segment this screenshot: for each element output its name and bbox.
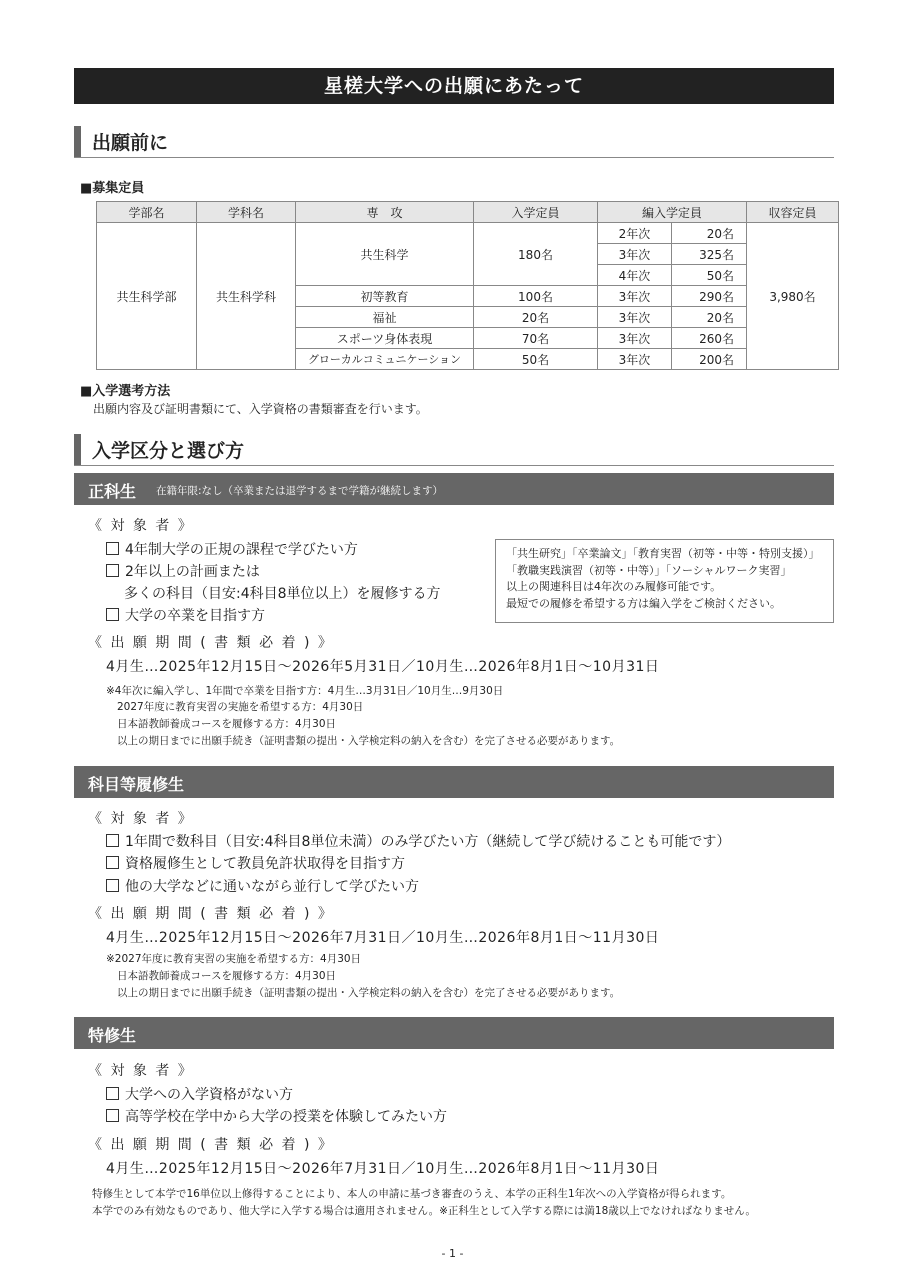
checkbox-icon [106, 564, 119, 577]
period-note: ※4年次に編入学し、1年間で卒業を目指す方：4月生…3月31日／10月生…9月30日 [106, 685, 504, 697]
list-item: 2年以上の計画または [106, 561, 260, 581]
section-heading-text: 出願前に [92, 132, 169, 154]
table-header-row [97, 202, 839, 223]
heading-accent [74, 126, 81, 157]
page-number: - 1 - [441, 1247, 464, 1260]
list-item: 他の大学などに通いながら並行して学びたい方 [106, 876, 419, 896]
target-label: 《 対 象 者 》 [88, 1063, 194, 1079]
transfer-year-cell: 3年次 [598, 286, 672, 307]
application-period: 4月生…2025年12月15日〜2026年5月31日／10月生…2026年8月1日〜10月31日 [106, 659, 660, 675]
major-cell: 初等教育 [296, 286, 474, 307]
senko-heading: ■入学選考方法 [80, 384, 171, 399]
period-label: 《 出 願 期 間 ( 書 類 必 着 ) 》 [88, 635, 334, 651]
faculty-cell: 共生科学部 [97, 223, 197, 370]
application-period: 4月生…2025年12月15日〜2026年7月31日／10月生…2026年8月1日〜11月30日 [106, 930, 660, 946]
list-item-continuation: 多くの科目（目安:4科目8単位以上）を履修する方 [124, 586, 441, 602]
period-note: 日本語教師養成コースを履修する方：4月30日 [117, 970, 337, 982]
checkbox-icon [106, 1109, 119, 1122]
transfer-count-cell: 20名 [672, 307, 747, 328]
heading-accent [74, 434, 81, 465]
period-label: 《 出 願 期 間 ( 書 類 必 着 ) 》 [88, 1137, 334, 1153]
admission-cell: 180名 [474, 223, 598, 286]
target-label: 《 対 象 者 》 [88, 518, 194, 534]
checkbox-icon [106, 542, 119, 555]
total-cell: 3,980名 [747, 223, 839, 370]
capacity-table [96, 201, 839, 370]
major-cell: スポーツ身体表現 [296, 328, 474, 349]
list-item: 高等学校在学中から大学の授業を体験してみたい方 [106, 1106, 447, 1126]
period-note: 日本語教師養成コースを履修する方：4月30日 [117, 718, 337, 730]
list-item: 大学の卒業を目指す方 [106, 605, 265, 625]
band-seika [74, 473, 834, 505]
note-line: 「教職実践演習（初等・中等）」「ソーシャルワーク実習」 [506, 563, 792, 577]
section-heading-text: 入学区分と選び方 [92, 440, 245, 462]
band-label: 正科生 [88, 482, 137, 501]
senko-text: 出願内容及び証明書類にて、入学資格の書類審査を行います。 [93, 402, 428, 416]
list-item: 4年制大学の正規の課程で学びたい方 [106, 539, 358, 559]
transfer-count-cell: 20名 [672, 223, 747, 244]
section-heading-kubun [74, 434, 834, 466]
admission-cell: 20名 [474, 307, 598, 328]
checkbox-icon [106, 608, 119, 621]
checkbox-icon [106, 879, 119, 892]
transfer-count-cell: 260名 [672, 328, 747, 349]
period-note: 以上の期日までに出願手続き（証明書類の提出・入学検定料の納入を含む）を完了させる必要があります。 [117, 735, 621, 747]
transfer-count-cell: 50名 [672, 265, 747, 286]
period-note: 2027年度に教育実習の実施を希望する方：4月30日 [117, 701, 364, 713]
band-label: 特修生 [88, 1026, 137, 1045]
major-cell: 共生科学 [296, 223, 474, 286]
list-item: 大学への入学資格がない方 [106, 1084, 293, 1104]
checkbox-icon [106, 834, 119, 847]
major-cell: グローカルコミュニケーション [296, 349, 474, 370]
table-header: 専 攻 [296, 202, 474, 223]
transfer-year-cell: 4年次 [598, 265, 672, 286]
boshu-heading: ■募集定員 [80, 181, 145, 196]
list-item: 1年間で数科目（目安:4科目8単位未満）のみ学びたい方（継続して学び続けることも可能です） [106, 831, 730, 851]
table-row [97, 223, 839, 244]
section-heading-before [74, 126, 834, 158]
target-label: 《 対 象 者 》 [88, 811, 194, 827]
table-header: 学科名 [197, 202, 296, 223]
band-subtext: 在籍年限:なし（卒業または退学するまで学籍が継続します） [156, 485, 444, 497]
transfer-year-cell: 3年次 [598, 244, 672, 265]
transfer-count-cell: 290名 [672, 286, 747, 307]
application-period: 4月生…2025年12月15日〜2026年7月31日／10月生…2026年8月1日〜11月30日 [106, 1161, 660, 1177]
period-label: 《 出 願 期 間 ( 書 類 必 着 ) 》 [88, 906, 334, 922]
department-cell: 共生科学科 [197, 223, 296, 370]
subject-note-box [495, 539, 834, 623]
note-line: 最短での履修を希望する方は編入学をご検討ください。 [506, 596, 781, 610]
period-note: ※2027年度に教育実習の実施を希望する方：4月30日 [106, 953, 362, 965]
transfer-year-cell: 3年次 [598, 328, 672, 349]
table-header: 入学定員 [474, 202, 598, 223]
period-note: 以上の期日までに出願手続き（証明書類の提出・入学検定料の納入を含む）を完了させる必要があります。 [117, 987, 621, 999]
list-item: 資格履修生として教員免許状取得を目指す方 [106, 853, 405, 873]
transfer-year-cell: 3年次 [598, 307, 672, 328]
transfer-count-cell: 200名 [672, 349, 747, 370]
checkbox-icon [106, 1087, 119, 1100]
table-header: 学部名 [97, 202, 197, 223]
note-line: 以上の関連科目は4年次のみ履修可能です。 [506, 580, 722, 593]
transfer-count-cell: 325名 [672, 244, 747, 265]
note-line: 「共生研究」「卒業論文」「教育実習（初等・中等・特別支援）」 [506, 547, 820, 560]
transfer-year-cell: 2年次 [598, 223, 672, 244]
admission-cell: 70名 [474, 328, 598, 349]
footer-note: 本学でのみ有効なものであり、他大学に入学する場合は適用されません。※正科生として入学する際には満18歳以上でなければなりません。 [92, 1205, 756, 1217]
checkbox-icon [106, 856, 119, 869]
table-header: 収容定員 [747, 202, 839, 223]
major-cell: 福祉 [296, 307, 474, 328]
band-kamoku [74, 766, 834, 798]
band-tokushu [74, 1017, 834, 1049]
admission-cell: 100名 [474, 286, 598, 307]
band-label: 科目等履修生 [88, 775, 185, 794]
footer-note: 特修生として本学で16単位以上修得することにより、本人の申請に基づき審査のうえ、本学の正科生1年次への入学資格が得られます。 [92, 1188, 732, 1200]
page-title: 星槎大学への出願にあたって [74, 68, 834, 104]
transfer-year-cell: 3年次 [598, 349, 672, 370]
table-header: 編入学定員 [598, 202, 747, 223]
admission-cell: 50名 [474, 349, 598, 370]
